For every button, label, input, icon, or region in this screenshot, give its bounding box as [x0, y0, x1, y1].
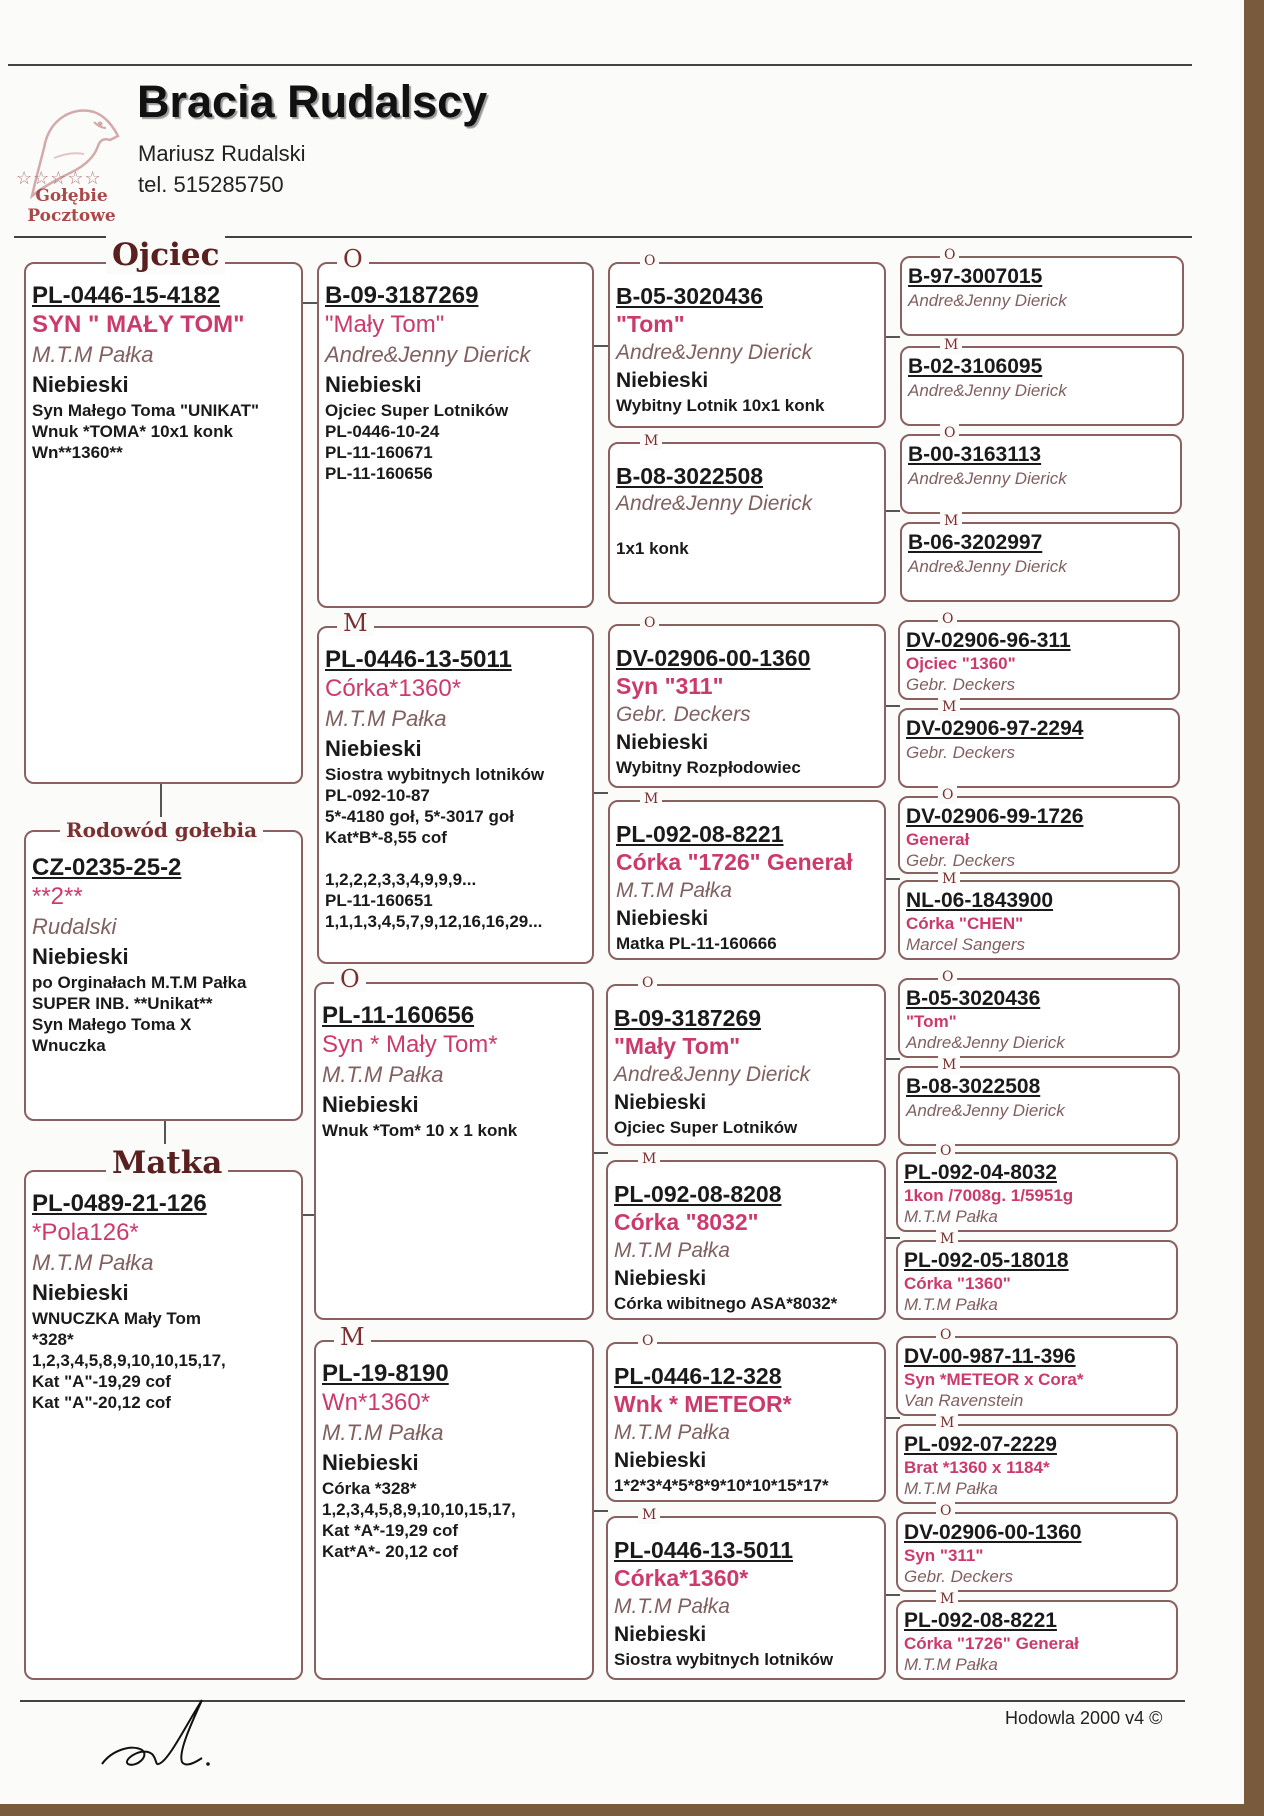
notes: 1x1 konk	[616, 539, 689, 558]
notes: 1*2*3*4*5*8*9*10*10*15*17*	[614, 1476, 829, 1495]
sex-label: O	[334, 966, 366, 992]
ring-number: PL-0446-15-4182	[32, 282, 221, 309]
pigeon-name: 1kon /7008g. 1/5951g	[904, 1186, 1074, 1205]
mother-card[interactable]	[24, 1145, 303, 1680]
ring-number: DV-02906-00-1360	[904, 1521, 1082, 1544]
ancestor-card-gen3-2[interactable]	[608, 433, 886, 604]
breeder: M.T.M Pałka	[322, 1062, 444, 1087]
connector	[886, 1417, 900, 1419]
ring-number: DV-02906-99-1726	[906, 805, 1084, 828]
ancestor-card-gen4-15[interactable]	[896, 1503, 1178, 1592]
notes: Ojciec Super Lotników	[614, 1118, 798, 1137]
page-title: Bracia Rudalscy	[137, 76, 488, 127]
sex-label: O	[936, 1326, 955, 1344]
ring-number: B-09-3187269	[325, 282, 479, 309]
pigeon-name: Wnk * METEOR*	[614, 1391, 792, 1417]
breeder: Andre&Jenny Dierick	[908, 291, 1067, 310]
pigeon-name: **2**	[32, 883, 83, 910]
color: Niebieski	[614, 1091, 707, 1114]
breeder: Gebr. Deckers	[906, 675, 1015, 694]
ancestor-card-gen4-1[interactable]	[900, 247, 1184, 336]
notes: WNUCZKA Mały Tom *328* 1,2,3,4,5,8,9,10,10,15,17, Kat "A"-19,29 cof Kat "A"-20,12 cof	[32, 1309, 226, 1412]
sex-label: M	[640, 432, 662, 450]
signature-icon	[92, 1692, 232, 1782]
connector	[303, 302, 317, 304]
ring-number: PL-092-05-18018	[904, 1249, 1069, 1272]
sex-label: M	[936, 1590, 958, 1608]
breeder: Gebr. Deckers	[616, 703, 751, 726]
notes: po Orginałach M.T.M Pałka SUPER INB. **Unikat** Syn Małego Toma X Wnuczka	[32, 973, 247, 1055]
notes: Siostra wybitnych lotników	[614, 1650, 834, 1669]
pigeon-name: *Pola126*	[32, 1219, 139, 1246]
ancestor-card-gen3-1[interactable]	[608, 253, 886, 428]
breeder: M.T.M Pałka	[614, 1239, 730, 1262]
ring-number: B-08-3022508	[616, 463, 764, 489]
ring-number: B-02-3106095	[908, 355, 1043, 378]
sex-label: M	[936, 1230, 958, 1248]
ancestor-card-gen4-3[interactable]	[900, 425, 1182, 514]
breeder: Andre&Jenny Dierick	[908, 557, 1067, 576]
color: Niebieski	[614, 1623, 707, 1646]
color: Niebieski	[616, 369, 709, 392]
ring-number: CZ-0235-25-2	[32, 854, 182, 881]
ancestor-card-gen4-6[interactable]	[898, 699, 1180, 788]
color: Niebieski	[32, 944, 129, 969]
ancestor-card-gen3-4[interactable]	[608, 791, 886, 960]
pigeon-name: "Tom"	[616, 311, 685, 337]
notes: Syn Małego Toma "UNIKAT" Wnuk *TOMA* 10x1 konk Wn**1360**	[32, 401, 260, 462]
ring-number: NL-06-1843900	[906, 889, 1054, 912]
sex-label: M	[938, 870, 960, 888]
sex-label: O	[337, 246, 369, 272]
sex-label: O	[936, 1502, 955, 1520]
sex-label: M	[938, 1056, 960, 1074]
sex-label: M	[940, 336, 962, 354]
breeder: M.T.M Pałka	[904, 1295, 998, 1314]
pigeon-name: "Mały Tom"	[614, 1033, 741, 1059]
notes: Ojciec Super Lotników PL-0446-10-24 PL-11-160671 PL-11-160656	[325, 401, 509, 483]
ancestor-card-gen2-3[interactable]	[314, 965, 594, 1320]
pigeon-name: Córka*1360*	[325, 675, 462, 702]
breeder: M.T.M Pałka	[614, 1595, 730, 1618]
breeder: M.T.M Pałka	[325, 706, 447, 731]
owner-phone: tel. 515285750	[138, 172, 284, 197]
notes: Wnuk *Tom* 10 x 1 konk	[322, 1121, 518, 1140]
breeder: Marcel Sangers	[906, 935, 1026, 954]
connector	[594, 1152, 608, 1154]
breeder: Andre&Jenny Dierick	[616, 341, 813, 364]
ancestor-card-gen4-10[interactable]	[898, 1057, 1180, 1146]
ring-number: PL-092-08-8208	[614, 1181, 782, 1207]
connector	[886, 705, 900, 707]
breeder: M.T.M Pałka	[904, 1655, 998, 1674]
connector	[886, 878, 900, 880]
logo-stars: ☆☆☆☆☆	[16, 168, 102, 188]
ring-number: B-05-3020436	[616, 283, 764, 309]
software-version: Hodowla 2000 v4 ©	[1005, 1708, 1163, 1728]
sex-label: O	[936, 1142, 955, 1160]
logo-line-2: Pocztowe	[27, 206, 116, 226]
notes: Wybitny Rozpłodowiec	[616, 758, 801, 777]
ring-number: PL-092-08-8221	[904, 1609, 1057, 1632]
ancestor-card-gen4-16[interactable]	[896, 1591, 1178, 1680]
ancestor-card-gen4-13[interactable]	[896, 1327, 1178, 1416]
pigeon-name: Córka "1360"	[904, 1274, 1011, 1293]
breeder: M.T.M Pałka	[32, 1250, 154, 1275]
pigeon-name: Generał	[906, 830, 970, 849]
color: Niebieski	[322, 1092, 419, 1117]
ring-number: PL-0446-12-328	[614, 1363, 782, 1389]
ring-number: DV-00-987-11-396	[904, 1345, 1076, 1368]
ring-number: DV-02906-00-1360	[616, 645, 811, 671]
ancestor-card-gen3-7[interactable]	[606, 1333, 886, 1502]
ring-number: B-06-3202997	[908, 531, 1043, 554]
breeder: Andre&Jenny Dierick	[906, 1033, 1065, 1052]
connector	[886, 1237, 900, 1239]
ring-number: DV-02906-97-2294	[906, 717, 1084, 740]
ancestor-card-gen2-1[interactable]	[317, 245, 594, 608]
color: Niebieski	[616, 907, 709, 930]
sex-label: O	[940, 246, 959, 264]
ancestor-card-gen4-7[interactable]	[898, 787, 1180, 874]
ring-number: PL-092-07-2229	[904, 1433, 1057, 1456]
color: Niebieski	[616, 731, 709, 754]
breeder: M.T.M Pałka	[32, 342, 154, 367]
notes: Matka PL-11-160666	[616, 934, 777, 953]
ancestor-card-gen4-2[interactable]	[900, 337, 1184, 426]
ancestor-card-gen4-9[interactable]	[898, 969, 1180, 1058]
breeder: Andre&Jenny Dierick	[616, 492, 813, 515]
father-label: Ojciec	[106, 236, 225, 274]
notes: Córka *328* 1,2,3,4,5,8,9,10,10,15,17, Kat *A*-19,29 cof Kat*A*- 20,12 cof	[322, 1479, 516, 1561]
pigeon-name: Wn*1360*	[322, 1389, 431, 1416]
sex-label: M	[638, 1150, 660, 1168]
connector	[594, 792, 608, 794]
ring-number: PL-092-08-8221	[616, 821, 784, 847]
pigeon-name: "Mały Tom"	[325, 311, 445, 338]
ancestor-card-gen3-8[interactable]	[606, 1507, 886, 1680]
pigeon-name: Syn "311"	[904, 1546, 984, 1565]
logo-text	[14, 186, 129, 226]
ancestor-card-gen4-11[interactable]	[896, 1143, 1178, 1232]
pigeon-name: Córka*1360*	[614, 1565, 749, 1591]
breeder: M.T.M Pałka	[322, 1420, 444, 1445]
breeder: Andre&Jenny Dierick	[614, 1063, 811, 1086]
ancestor-card-gen4-5[interactable]	[898, 611, 1180, 700]
sex-label: M	[640, 790, 662, 808]
breeder: Andre&Jenny Dierick	[908, 469, 1067, 488]
notes: Córka wibitnego ASA*8032*	[614, 1294, 838, 1313]
sex-label: O	[938, 610, 957, 628]
sex-label: O	[640, 614, 659, 632]
color: Niebieski	[614, 1449, 707, 1472]
ancestor-card-gen3-5[interactable]	[606, 975, 886, 1146]
ring-number: PL-0446-13-5011	[614, 1537, 794, 1563]
breeder: M.T.M Pałka	[904, 1207, 998, 1226]
pigeon-name: Syn "311"	[616, 673, 724, 699]
breeder: Rudalski	[32, 914, 117, 939]
breeder: Andre&Jenny Dierick	[906, 1101, 1065, 1120]
sex-label: M	[337, 610, 374, 636]
breeder: Van Ravenstein	[904, 1391, 1024, 1410]
sex-label: M	[638, 1506, 660, 1524]
pigeon-name: SYN " MAŁY TOM"	[32, 311, 245, 338]
mother-label: Matka	[106, 1144, 228, 1182]
ring-number: B-97-3007015	[908, 265, 1043, 288]
ring-number: PL-19-8190	[322, 1360, 449, 1387]
ring-number: B-05-3020436	[906, 987, 1041, 1010]
ancestor-card-gen3-6[interactable]	[606, 1151, 886, 1320]
pigeon-name: Córka "1726" Generał	[616, 849, 853, 875]
pigeon-name: "Tom"	[906, 1012, 957, 1031]
pigeon-name: Syn *METEOR x Cora*	[904, 1370, 1084, 1389]
pigeon-name: Córka "1726" Generał	[904, 1634, 1079, 1653]
header-top-rule	[8, 64, 1192, 66]
ring-number: PL-0446-13-5011	[325, 646, 512, 673]
color: Niebieski	[614, 1267, 707, 1290]
connector	[594, 345, 608, 347]
breeder: M.T.M Pałka	[904, 1479, 998, 1498]
sex-label: O	[638, 974, 657, 992]
father-card[interactable]	[24, 237, 303, 784]
owner-name: Mariusz Rudalski	[138, 141, 306, 166]
sex-label: O	[638, 1332, 657, 1350]
ring-number: PL-11-160656	[322, 1002, 475, 1029]
color: Niebieski	[322, 1450, 419, 1475]
sex-label: M	[938, 698, 960, 716]
ring-number: PL-0489-21-126	[32, 1190, 207, 1217]
connector-father-subject	[160, 784, 162, 820]
pigeon-name: Córka "8032"	[614, 1209, 759, 1235]
connector	[594, 1510, 608, 1512]
sex-label: O	[640, 252, 659, 270]
ring-number: B-08-3022508	[906, 1075, 1041, 1098]
sex-label: O	[938, 786, 957, 804]
breeder: Andre&Jenny Dierick	[908, 381, 1067, 400]
pigeon-name: Brat *1360 x 1184*	[904, 1458, 1050, 1477]
ancestor-card-gen4-4[interactable]	[900, 513, 1180, 602]
sex-label: O	[940, 424, 959, 442]
sex-label: M	[936, 1414, 958, 1432]
ancestor-card-gen4-12[interactable]	[896, 1231, 1178, 1320]
logo-line-1: Gołębie	[35, 186, 108, 206]
ancestor-card-gen4-14[interactable]	[896, 1415, 1178, 1504]
ring-number: B-00-3163113	[908, 443, 1042, 466]
ancestor-card-gen3-3[interactable]	[608, 615, 886, 788]
sex-label: M	[334, 1324, 371, 1350]
connector	[886, 336, 900, 338]
color: Niebieski	[32, 1280, 129, 1305]
breeder: M.T.M Pałka	[614, 1421, 730, 1444]
ring-number: DV-02906-96-311	[906, 629, 1071, 652]
breeder: Gebr. Deckers	[906, 743, 1015, 762]
ring-number: PL-092-04-8032	[904, 1161, 1057, 1184]
ancestor-card-gen2-4[interactable]	[314, 1323, 594, 1680]
ancestor-card-gen4-8[interactable]	[898, 871, 1180, 960]
notes: Wybitny Lotnik 10x1 konk	[616, 396, 825, 415]
ring-number: B-09-3187269	[614, 1005, 762, 1031]
color: Niebieski	[325, 736, 422, 761]
breeder: Gebr. Deckers	[906, 851, 1015, 870]
breeder: Andre&Jenny Dierick	[325, 342, 531, 367]
sex-label: O	[938, 968, 957, 986]
pigeon-name: Syn * Mały Tom*	[322, 1031, 498, 1058]
breeder: Gebr. Deckers	[904, 1567, 1013, 1586]
notes: Siostra wybitnych lotników PL-092-10-87 5*-4180 goł, 5*-3017 goł Kat*B*-8,55 cof 1,2,2,2,3,3,4,9,9,9... PL-11-160651 1,1,1,3,4,5,7,9,12,16,16,29...	[325, 765, 545, 931]
connector	[886, 1594, 900, 1596]
connector	[886, 510, 900, 512]
pedigree-label: Rodowód gołebia	[60, 817, 263, 843]
color: Niebieski	[325, 372, 422, 397]
breeder: M.T.M Pałka	[616, 879, 732, 902]
sex-label: M	[940, 512, 962, 530]
connector	[886, 1058, 900, 1060]
ancestor-card-gen2-2[interactable]	[317, 609, 594, 964]
pigeon-name: Ojciec "1360"	[906, 654, 1016, 673]
subject-card[interactable]	[24, 818, 303, 1121]
pigeon-name: Córka "CHEN"	[906, 914, 1024, 933]
color: Niebieski	[32, 372, 129, 397]
